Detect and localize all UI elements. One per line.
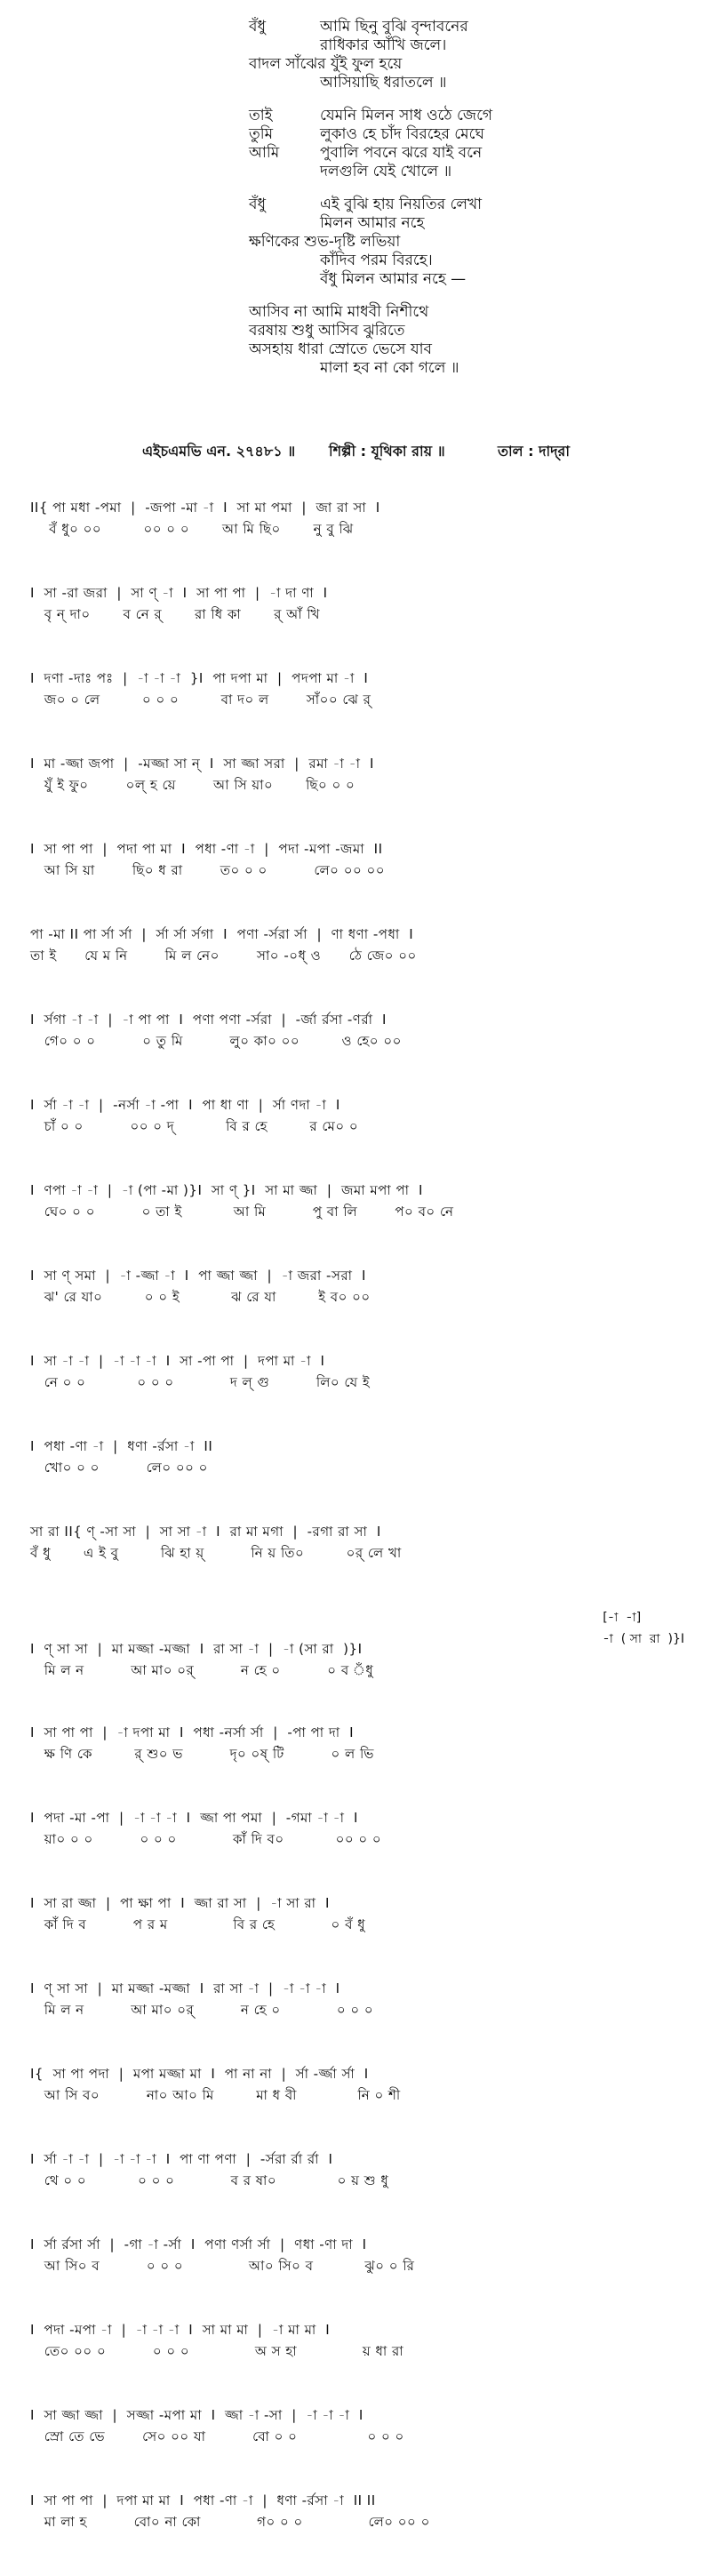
swara-line: II{ পা মধা -পমা | -জপা -মা -া I সা মা পমা | জা রা সা I: [30, 500, 380, 516]
lyrics-line: [0, 303, 711, 322]
notation-row: [0, 1723, 711, 1808]
lyrics-lead: বরষায় শুধু আসিব ঝুরিতে: [249, 322, 405, 340]
notation-row: [0, 924, 711, 1010]
lyrics-line: [0, 214, 711, 233]
lyric-syllables: বৃ ন্ দা০ ব নে র্ রা ধি কা র্ আঁ খি: [30, 606, 321, 622]
lyrics-text: পুবালি পবনে ঝরে যাই বনে: [320, 144, 483, 162]
lyric-syllables: যুঁ ই ফু০ ০ল্ হ য়ে আ সি য়া০ ছি০ ০ ০: [30, 777, 356, 793]
notation-row: [0, 754, 711, 839]
lyrics-lead: বাদল সাঁঝের যুঁই ফুল হয়ে: [249, 55, 403, 73]
lyrics-text: রাধিকার আঁখি জলে।: [320, 36, 447, 54]
lyric-syllables: তে০ ০০ ০ ০ ০ ০ অ স হা য় ধা রা: [30, 2343, 404, 2359]
notation-row: [0, 2235, 711, 2320]
lyrics-lead: অসহায় ধারা স্রোতে ভেসে যাব: [249, 340, 433, 358]
lyric-syllables: য়া০ ০ ০ ০ ০ ০ কাঁ দি ব০ ০০ ০ ০: [30, 1831, 382, 1847]
swara-line: I ণপা -া -া | -া (পা -মা )}I সা ণ্ }I সা মা জ্জা | জমা মপা পা I: [30, 1182, 423, 1198]
lyrics-line: [0, 36, 711, 55]
notation-row: [0, 1607, 711, 1723]
lyrics-text: কাঁদিব পরম বিরহে।: [320, 252, 433, 269]
lyric-syllables: আ সি য়া ছি০ ধ রা ত০ ০ ০ লে০ ০০ ০০: [30, 862, 385, 878]
lyric-syllables: মা লা হ বো০ না কো গ০ ০ ০ লে০ ০০ ০: [30, 2514, 430, 2530]
lyrics-text: আমি ছিনু বুঝি বৃন্দাবনের: [320, 18, 468, 36]
notation-row: [0, 1808, 711, 1893]
lyrics-text: এই বুঝি হায় নিয়তির লেখা: [320, 196, 483, 213]
notation-row: [0, 2320, 711, 2405]
swara-line: I সা -রা জরা | সা ণ্ -া I সা পা পা | -া দা ণা I: [30, 585, 328, 601]
lyrics-stanza: [0, 18, 711, 92]
swara-line: I সা ণ্ সমা | -া -জ্জা -া I পা জ্জা জ্জা | -া জরা -সরা I: [30, 1268, 366, 1284]
lyrics-line: [0, 270, 711, 289]
swara-line: I র্সা র্রসা র্সা | -গা -া -র্সা I পণা ণর্সা র্সা | ণধা -ণা দা I: [30, 2236, 367, 2252]
lyrics-line: [0, 252, 711, 270]
lyrics-line: [0, 196, 711, 214]
swara-line: পা -মা II পা র্সা র্সা | র্সা র্সা র্সগা I পণা -র্সরা র্সা | ণা ধণা -পধা I: [30, 926, 414, 942]
swara-line: I পদা -মা -পা | -া -া -া I জ্জা পা পমা | -গমা -া -া I: [30, 1810, 358, 1826]
lyrics-line: [0, 322, 711, 340]
lyric-syllables: জ০ ০ লে ০ ০ ০ বা দ০ ল সাঁ০০ ঝে র্: [30, 692, 371, 708]
notation-row: [0, 583, 711, 668]
lyrics-lead: আসিব না আমি মাধবী নিশীথে: [249, 303, 429, 321]
lyrics-line: [0, 125, 711, 144]
lyrics-stanza: [0, 107, 711, 181]
notation-row: [0, 1522, 711, 1607]
lyrics-line: [0, 233, 711, 252]
lyrics-line: [0, 359, 711, 378]
notation-row: [0, 2149, 711, 2235]
notation-rows: [0, 498, 711, 2576]
lyrics-text: যেমনি মিলন সাধ ওঠে জেগে: [320, 107, 493, 124]
lyrics-stanza: [0, 196, 711, 289]
swara-line: I সা পা পা | পদা পা মা I পধা -ণা -া | পদা -মপা -জমা II: [30, 841, 383, 857]
lyrics-text: আসিয়াছি ধরাতলে ॥: [320, 74, 447, 92]
swara-line: I পধা -ণা -া | ধণা -র্রসা -া II: [30, 1438, 213, 1454]
lyrics-lead: বঁধু: [249, 196, 266, 213]
lyric-syllables: থে ০ ০ ০ ০ ০ ব র ষা০ ০ য় শু ধু: [30, 2172, 389, 2188]
lyrics-text: লুকাও হে চাঁদ বিরহের মেঘে: [320, 125, 484, 143]
swara-line: সা রা II{ ণ্ -সা সা | সা সা -া I রা মা মগা | -রগা রা সা I: [30, 1524, 381, 1540]
swara-line: I পদা -মপা -া | -া -া -া I সা মা মা | -া মা মা I: [30, 2322, 331, 2338]
taal-name: তাল : দাদ্‌রা: [498, 443, 570, 460]
lyric-syllables: আ সি০ ব ০ ০ ০ আ০ সি০ ব ঝু০ ০ রি: [30, 2258, 415, 2274]
alternate-ending: [-া -া] -া ( সা রা )}I: [603, 1611, 684, 1646]
lyrics-line: [0, 107, 711, 125]
notation-row: [0, 1095, 711, 1180]
swara-line: I মা -জ্জা জপা | -মজ্জা সা ন্ I সা জ্জা সরা | রমা -া -া I: [30, 756, 374, 772]
lyric-syllables: আ সি ব০ না০ আ০ মি মা ধ বী নি ০ শী: [30, 2087, 401, 2103]
notation-row: [0, 839, 711, 924]
notation-row: [0, 1266, 711, 1351]
lyrics-text: বঁধু মিলন আমার নহে —: [320, 270, 467, 288]
lyrics-text: মালা হব না কো গলে ॥: [320, 359, 459, 377]
lyric-syllables: কাঁ দি ব প র ম বি র হে ০ বঁ ধু: [30, 1916, 366, 1932]
lyrics-lead: তাই: [249, 107, 273, 124]
lyric-syllables: ক্ষ ণি কে র্ শু০ ভ দৃ০ ০ষ্ টি ০ ল ভি: [30, 1746, 374, 1762]
lyrics-lead: ক্ষণিকের শুভ-দৃষ্টি লভিয়া: [249, 233, 401, 251]
lyrics-lead: আমি: [249, 144, 280, 162]
swara-line: I দণা -দাঃ পঃ | -া -া -া }I পা দপা মা | পদপা মা -া I: [30, 670, 369, 686]
notation-row: [0, 1010, 711, 1095]
notation-row: [0, 498, 711, 583]
lyric-syllables: তা ই যে ম নি মি ল নে০ সা০ -০ধ্ ও ঠে জে০ ০০: [30, 948, 417, 964]
lyric-syllables: নে ০ ০ ০ ০ ০ দ ল্ গু লি০ যে ই: [30, 1374, 371, 1390]
swara-line: I ণ্ সা সা | মা মজ্জা -মজ্জা I রা সা -া | -া -া -া I: [30, 1980, 340, 1996]
swara-line: I সা রা জ্জা | পা ক্ষা পা I জ্জা রা সা | -া সা রা I: [30, 1895, 330, 1911]
notation-row: [0, 668, 711, 754]
record-header: [0, 440, 711, 461]
swara-line: I ণ্ সা সা | মা মজ্জা -মজ্জা I রা সা -া | -া (সা রা )}I: [30, 1641, 363, 1657]
lyric-syllables: বঁ ধু০ ০০ ০০ ০ ০ আ মি ছি০ নু বু ঝি: [30, 521, 354, 537]
swara-line: I{ সা পা পদা | মপা মজ্জা মা I পা না না | র্সা -র্জ্জা র্সা I: [30, 2066, 369, 2082]
notation-row: [0, 1180, 711, 1266]
lyrics-line: [0, 18, 711, 36]
lyric-syllables: স্রো তে ভে সে০ ০০ যা বো ০ ০ ০ ০ ০: [30, 2428, 404, 2444]
swara-line: I র্সা -া -া | -া -া -া I পা ণা পণা | -র্সরা র্রা র্রা I: [30, 2151, 333, 2167]
lyrics-line: [0, 163, 711, 181]
swara-line: I সা পা পা | -া দপা মা I পধা -নর্সা র্সা | -পা পা দা I: [30, 1724, 355, 1740]
swara-line: I সা জ্জা জ্জা | সজ্জা -মপা মা I জ্জা -া -সা | -া -া -া I: [30, 2407, 363, 2423]
lyrics-stanza: [0, 303, 711, 378]
notation-row: [0, 1436, 711, 1522]
swara-line: I র্সা -া -া | -নর্সা -া -পা I পা ধা ণা | র্সা ণদা -া I: [30, 1097, 340, 1113]
lyric-syllables: চাঁ ০ ০ ০০ ০ দ্ বি র হে র মে০ ০: [30, 1118, 359, 1134]
lyrics-line: [0, 74, 711, 92]
swara-line: I র্সগা -া -া | -া পা পা I পণা পণা -র্সরা | -র্জা র্রসা -ণর্রা I: [30, 1012, 387, 1028]
lyric-syllables: খো০ ০ ০ লে০ ০০ ০: [30, 1460, 208, 1476]
record-number: এইচএমভি এন. ২৭৪৮১ ॥: [142, 443, 296, 460]
lyric-syllables: ঝ' রে যা০ ০ ০ ই ঝ রে যা ই ব০ ০০: [30, 1289, 371, 1305]
notation-row: [0, 2491, 711, 2576]
lyrics-lead: তুমি: [249, 125, 274, 143]
notation-row: [0, 2064, 711, 2149]
lyric-syllables: ঘে০ ০ ০ ০ তা ই আ মি পু বা লি প০ ব০ নে: [30, 1204, 454, 1220]
notation-row: [0, 2405, 711, 2491]
notation-row: [0, 1979, 711, 2064]
lyric-syllables: গে০ ০ ০ ০ তু মি লু০ কা০ ০০ ও হে০ ০০: [30, 1033, 402, 1049]
swara-line: I সা পা পা | দপা মা মা I পধা -ণা -া | ধণা -র্রসা -া II II: [30, 2492, 376, 2508]
artist-name: শিল্পী : যূথিকা রায় ॥: [329, 443, 445, 460]
notation-row: [0, 1893, 711, 1979]
lyrics-line: [0, 340, 711, 359]
lyrics-text: দলগুলি যেই খোলে ॥: [320, 163, 452, 180]
lyrics-lead: বঁধু: [249, 18, 266, 36]
lyric-syllables: মি ল ন আ মা০ ০র্ ন হে ০ ০ ০ ০: [30, 2002, 374, 2018]
notation-row: [0, 1351, 711, 1436]
lyric-syllables: মি ল ন আ মা০ ০র্ ন হে ০ ০ ব ঁধু: [30, 1662, 374, 1678]
lyric-syllables: বঁ ধু এ ই বু ঝি হা য়্ নি য় তি০ ০র্ লে খা: [30, 1545, 402, 1561]
swara-line: I সা -া -া | -া -া -া I সা -পা পা | দপা মা -া I: [30, 1353, 325, 1369]
lyrics-line: [0, 55, 711, 74]
lyrics-block: [0, 18, 711, 392]
lyrics-text: মিলন আমার নহে: [320, 214, 425, 232]
lyrics-line: [0, 144, 711, 163]
